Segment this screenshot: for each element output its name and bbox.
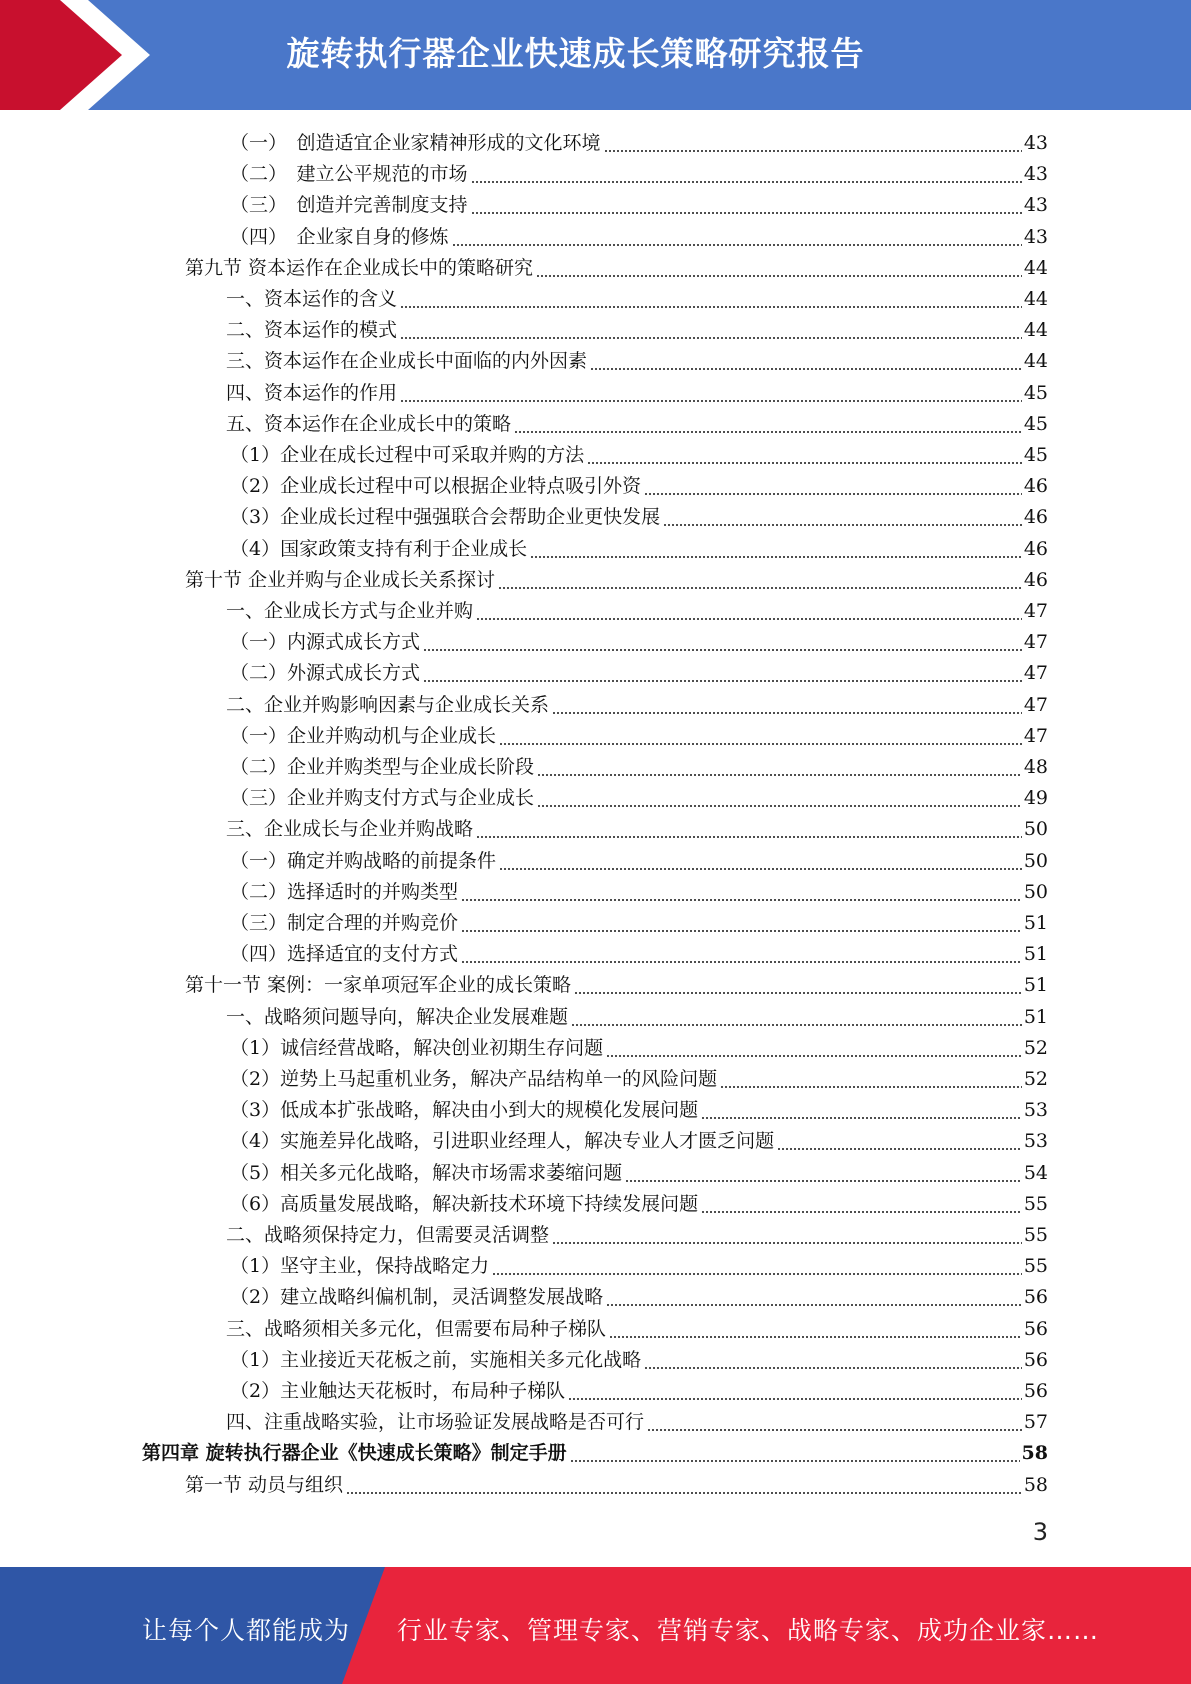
toc-entry-title: （二）选择适时的并购类型 [230, 880, 459, 903]
toc-entry[interactable] [226, 346, 1048, 377]
toc-dot-leader [587, 440, 1022, 471]
toc-dot-leader [514, 409, 1022, 440]
toc-dot-leader [400, 284, 1022, 315]
footer-slogan-left: 让每个人都能成为 [142, 1616, 351, 1645]
toc-entry-title: 第九节 资本运作在企业成长中的策略研究 [185, 256, 534, 279]
toc-dot-leader [537, 752, 1022, 783]
toc-entry[interactable] [226, 596, 1048, 627]
toc-entry-page: 56 [1023, 1286, 1048, 1309]
toc-entry[interactable] [226, 315, 1048, 346]
toc-entry[interactable] [226, 409, 1048, 440]
toc-entry-title: （3）低成本扩张战略，解决由小到大的规模化发展问题 [230, 1099, 699, 1122]
toc-dot-leader [777, 1126, 1022, 1157]
toc-entry[interactable] [226, 1407, 1048, 1438]
toc-entry-page: 58 [1023, 1473, 1048, 1496]
report-title-text: 旋转执行器企业快速成长策略研究报告 [286, 34, 865, 73]
toc-entry[interactable] [230, 1095, 1048, 1126]
toc-dot-leader [571, 1002, 1022, 1033]
toc-dot-leader [644, 1345, 1022, 1376]
toc-entry-page: 56 [1023, 1348, 1048, 1371]
toc-entry-title: （四）选择适宜的支付方式 [230, 943, 459, 966]
toc-entry-page: 44 [1023, 350, 1048, 373]
toc-entry-page: 53 [1023, 1099, 1048, 1122]
toc-dot-leader [574, 970, 1022, 1001]
toc-entry[interactable] [230, 1126, 1048, 1157]
toc-entry-page: 50 [1023, 818, 1048, 841]
toc-entry-page: 57 [1023, 1411, 1048, 1434]
toc-entry-page: 44 [1023, 319, 1048, 342]
toc-entry[interactable] [226, 814, 1048, 845]
toc-dot-leader [423, 627, 1022, 658]
toc-entry-title: 一、战略须问题导向，解决企业发展难题 [226, 1005, 569, 1028]
toc-dot-leader [663, 502, 1022, 533]
report-title [140, 28, 1191, 75]
toc-entry-title: （4）国家政策支持有利于企业成长 [230, 537, 528, 560]
toc-entry-page: 43 [1023, 225, 1048, 248]
toc-entry-title: 一、企业成长方式与企业并购 [226, 600, 474, 622]
toc-entry-title: （二）外源式成长方式 [230, 662, 421, 685]
toc-dot-leader [346, 1470, 1022, 1501]
toc-entry-page: 56 [1023, 1317, 1048, 1340]
toc-entry-page: 51 [1023, 943, 1048, 966]
toc-dot-leader [452, 222, 1022, 253]
toc-dot-leader [590, 346, 1022, 377]
toc-dot-leader [536, 253, 1022, 284]
toc-entry-page: 48 [1023, 756, 1048, 778]
toc-entry-title: 二、资本运作的模式 [226, 319, 398, 342]
toc-entry-title: （2）企业成长过程中可以根据企业特点吸引外资 [230, 475, 642, 498]
toc-entry-page: 58 [1021, 1442, 1048, 1465]
toc-dot-leader [625, 1158, 1022, 1189]
toc-entry-page: 55 [1023, 1224, 1048, 1246]
toc-entry-page: 52 [1023, 1036, 1048, 1059]
toc-entry[interactable] [230, 1251, 1048, 1282]
toc-entry-title: 第十一节 案例：一家单项冠军企业的成长策略 [185, 974, 572, 997]
toc-entry[interactable] [230, 939, 1048, 970]
toc-dot-leader [499, 721, 1022, 752]
toc-entry-page: 50 [1023, 849, 1048, 872]
toc-entry-title: （1）企业在成长过程中可采取并购的方法 [230, 444, 585, 466]
toc-entry[interactable] [230, 159, 1048, 190]
toc-entry[interactable] [226, 690, 1048, 721]
toc-entry-page: 46 [1023, 475, 1048, 498]
toc-dot-leader [647, 1407, 1022, 1438]
toc-dot-leader [530, 534, 1022, 565]
toc-dot-leader [606, 1033, 1022, 1064]
toc-dot-leader [701, 1095, 1022, 1126]
toc-entry[interactable] [230, 190, 1048, 221]
toc-entry[interactable] [230, 721, 1048, 752]
toc-entry[interactable] [230, 534, 1048, 565]
header-banner [0, 0, 1191, 110]
toc-dot-leader [604, 128, 1022, 159]
toc-entry-title: （1）主业接近天花板之前，实施相关多元化战略 [230, 1348, 642, 1371]
toc-entry-page: 46 [1023, 568, 1048, 591]
toc-entry-title: （3）企业成长过程中强强联合会帮助企业更快发展 [230, 506, 661, 529]
toc-entry-title: （2）主业触达天花板时，布局种子梯队 [230, 1380, 566, 1402]
toc-dot-leader [537, 783, 1022, 814]
toc-dot-leader [461, 877, 1022, 908]
toc-entry-title: 三、资本运作在企业成长中面临的内外因素 [226, 350, 588, 373]
toc-entry-title: （一）企业并购动机与企业成长 [230, 724, 497, 747]
toc-entry-page: 47 [1023, 662, 1048, 685]
toc-entry-page: 47 [1023, 693, 1048, 716]
toc-entry[interactable] [230, 908, 1048, 939]
toc-entry-page: 43 [1023, 132, 1048, 154]
toc-entry[interactable] [230, 440, 1048, 471]
toc-entry-page: 45 [1023, 444, 1048, 466]
toc-entry[interactable] [185, 970, 1048, 1001]
toc-entry-page: 49 [1023, 787, 1048, 810]
toc-entry-page: 53 [1023, 1130, 1048, 1153]
toc-dot-leader [552, 1220, 1022, 1251]
toc-entry-title: （二）企业并购类型与企业成长阶段 [230, 756, 535, 778]
toc-entry-title: （一） 创造适宜企业家精神形成的文化环境 [230, 132, 601, 154]
toc-entry[interactable] [230, 1345, 1048, 1376]
toc-entry-title: 一、资本运作的含义 [226, 288, 398, 310]
toc-entry[interactable] [226, 284, 1048, 315]
toc-entry-page: 51 [1023, 1005, 1048, 1028]
toc-entry-title: 三、企业成长与企业并购战略 [226, 818, 474, 841]
toc-entry-title: 二、战略须保持定力，但需要灵活调整 [226, 1224, 550, 1246]
toc-entry[interactable] [230, 783, 1048, 814]
toc-entry-title: 四、资本运作的作用 [226, 381, 398, 404]
toc-entry-title: 第四章 旋转执行器企业《快速成长策略》制定手册 [142, 1442, 567, 1465]
toc-entry-title: 第一节 动员与组织 [185, 1473, 344, 1496]
toc-entry-title: （2）逆势上马起重机业务，解决产品结构单一的风险问题 [230, 1068, 718, 1090]
toc-entry[interactable] [230, 128, 1048, 159]
toc-entry-page: 46 [1023, 506, 1048, 529]
toc-entry-page: 44 [1023, 256, 1048, 279]
toc-entry-page: 45 [1023, 381, 1048, 404]
toc-entry-page: 51 [1023, 912, 1048, 934]
toc-entry-page: 47 [1023, 724, 1048, 747]
toc-entry-page: 54 [1023, 1161, 1048, 1184]
toc-dot-leader [498, 565, 1022, 596]
toc-entry[interactable] [230, 1282, 1048, 1313]
toc-dot-leader [423, 658, 1022, 689]
toc-entry-page: 43 [1023, 163, 1048, 186]
toc-entry[interactable] [185, 565, 1048, 596]
toc-entry[interactable] [230, 627, 1048, 658]
toc-dot-leader [492, 1251, 1022, 1282]
toc-entry-page: 46 [1023, 537, 1048, 560]
toc-dot-leader [552, 690, 1022, 721]
toc-dot-leader [644, 471, 1022, 502]
toc-entry[interactable] [226, 1314, 1048, 1345]
toc-entry-title: 四、注重战略实验，让市场验证发展战略是否可行 [226, 1411, 645, 1434]
toc-entry[interactable] [230, 471, 1048, 502]
page-number: 3 [1032, 1518, 1048, 1546]
footer-banner [0, 1567, 1191, 1684]
toc-entry-title: （5）相关多元化战略，解决市场需求萎缩问题 [230, 1161, 623, 1184]
toc-dot-leader [400, 378, 1022, 409]
toc-entry[interactable] [230, 1064, 1048, 1095]
toc-dot-leader [400, 315, 1022, 346]
toc-entry-page: 56 [1023, 1380, 1048, 1402]
toc-entry[interactable] [142, 1438, 1048, 1469]
toc-entry-title: （1）诚信经营战略，解决创业初期生存问题 [230, 1036, 604, 1059]
toc-entry-title: （三） 创造并完善制度支持 [230, 194, 468, 217]
toc-dot-leader [568, 1376, 1022, 1407]
toc-entry-title: 第十节 企业并购与企业成长关系探讨 [185, 568, 496, 591]
toc-entry-page: 44 [1023, 288, 1048, 310]
toc-entry-title: （一）内源式成长方式 [230, 631, 421, 654]
toc-entry[interactable] [230, 846, 1048, 877]
toc-entry[interactable] [230, 1033, 1048, 1064]
toc-entry-title: 二、企业并购影响因素与企业成长关系 [226, 693, 550, 716]
toc-dot-leader [476, 814, 1022, 845]
toc-dot-leader [720, 1064, 1022, 1095]
toc-entry-page: 47 [1023, 631, 1048, 654]
toc-entry[interactable] [185, 253, 1048, 284]
toc-entry-title: 三、战略须相关多元化，但需要布局种子梯队 [226, 1317, 607, 1340]
toc-entry[interactable] [185, 1470, 1048, 1501]
toc-entry[interactable] [230, 752, 1048, 783]
toc-entry-title: （一）确定并购战略的前提条件 [230, 849, 497, 872]
toc-entry-page: 43 [1023, 194, 1048, 217]
footer-slogan-right: 行业专家、管理专家、营销专家、战略专家、成功企业家…… [397, 1616, 1100, 1645]
toc-entry[interactable] [226, 1002, 1048, 1033]
toc-dot-leader [476, 596, 1022, 627]
toc-entry-title: （1）坚守主业，保持战略定力 [230, 1255, 490, 1278]
toc-entry-page: 52 [1023, 1068, 1048, 1090]
toc-dot-leader [499, 846, 1022, 877]
toc-dot-leader [461, 939, 1022, 970]
toc-entry-page: 45 [1023, 412, 1048, 435]
toc-entry-title: （6）高质量发展战略，解决新技术环境下持续发展问题 [230, 1192, 699, 1215]
toc-dot-leader [471, 159, 1022, 190]
toc-entry-title: 五、资本运作在企业成长中的策略 [226, 412, 512, 435]
toc-dot-leader [609, 1314, 1022, 1345]
toc-entry-title: （2）建立战略纠偏机制，灵活调整发展战略 [230, 1286, 604, 1309]
toc-entry-title: （4）实施差异化战略，引进职业经理人，解决专业人才匮乏问题 [230, 1130, 775, 1153]
toc-entry[interactable] [230, 1376, 1048, 1407]
toc-entry-title: （三）制定合理的并购竞价 [230, 912, 459, 934]
toc-entry[interactable] [230, 502, 1048, 533]
toc-dot-leader [461, 908, 1022, 939]
toc-dot-leader [606, 1282, 1022, 1313]
toc-dot-leader [701, 1189, 1022, 1220]
toc-entry[interactable] [230, 222, 1048, 253]
toc-entry-title: （二） 建立公平规范的市场 [230, 163, 468, 186]
toc-entry-page: 47 [1023, 600, 1048, 622]
toc-entry-page: 55 [1023, 1255, 1048, 1278]
toc-entry[interactable] [230, 1189, 1048, 1220]
toc-entry[interactable] [226, 1220, 1048, 1251]
toc-entry-title: （四） 企业家自身的修炼 [230, 225, 449, 248]
toc-entry-page: 50 [1023, 880, 1048, 903]
toc-entry[interactable] [230, 1158, 1048, 1189]
toc-entry[interactable] [230, 877, 1048, 908]
toc-entry-page: 51 [1023, 974, 1048, 997]
toc-entry-title: （三）企业并购支付方式与企业成长 [230, 787, 535, 810]
toc-entry[interactable] [230, 658, 1048, 689]
toc-dot-leader [471, 190, 1022, 221]
toc-dot-leader [570, 1438, 1020, 1469]
toc-entry[interactable] [226, 378, 1048, 409]
toc-entry-page: 55 [1023, 1192, 1048, 1215]
